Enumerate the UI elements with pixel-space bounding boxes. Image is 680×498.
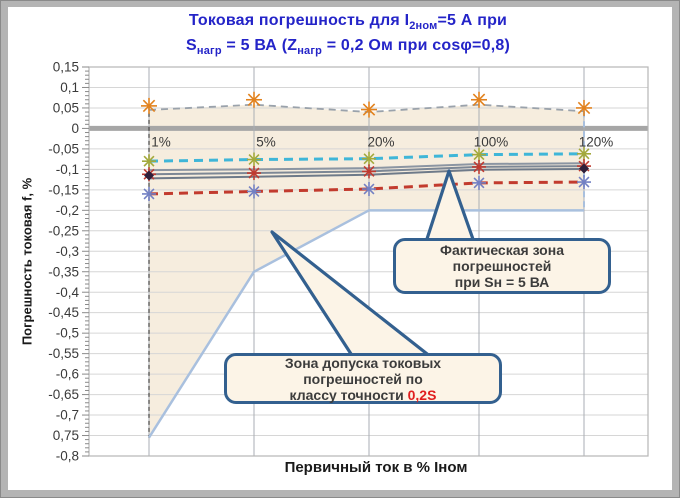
svg-text:5%: 5% <box>256 134 276 150</box>
x-axis-title: Первичный ток в % Iном <box>284 459 468 476</box>
text-part: при Sн = 5 ВА <box>454 274 550 290</box>
text-part: Зона допуска токовых <box>284 354 442 371</box>
chart-title-line2 <box>68 36 628 61</box>
text-part: =5 А при <box>437 12 508 29</box>
svg-text:-0,25: -0,25 <box>48 223 79 239</box>
svg-text:-0,6: -0,6 <box>55 366 79 382</box>
text-part: погрешностей <box>452 258 552 274</box>
svg-text:-0,8: -0,8 <box>55 448 79 464</box>
svg-text:100%: 100% <box>473 134 509 150</box>
text-part: = 0,2 Ом при cosφ=0,8) <box>322 37 510 55</box>
svg-text:-0,1: -0,1 <box>55 161 79 177</box>
chart-title <box>68 11 628 61</box>
svg-text:-0,2: -0,2 <box>55 202 79 218</box>
svg-text:-0,15: -0,15 <box>48 182 79 198</box>
text-part: Токовая погрешность для I <box>188 12 410 29</box>
y-tick-labels <box>48 60 79 464</box>
subscript-text: нагр <box>196 45 222 58</box>
svg-text:0,15: 0,15 <box>52 59 79 75</box>
svg-text:20%: 20% <box>367 134 395 150</box>
callout-text-line <box>396 258 608 274</box>
svg-text:-0,55: -0,55 <box>48 346 79 362</box>
svg-text:-0,05: -0,05 <box>48 141 79 157</box>
callout-text-line <box>227 371 499 387</box>
svg-text:-0,45: -0,45 <box>48 305 79 321</box>
svg-text:-0,65: -0,65 <box>48 387 79 403</box>
callout-box-actual-zone <box>393 238 611 294</box>
callout-text-line <box>227 387 499 403</box>
callout-text-line <box>396 242 608 258</box>
chart-title-line1 <box>68 11 628 36</box>
callout-text-line <box>396 274 608 290</box>
svg-text:-0,35: -0,35 <box>48 264 79 280</box>
text-part: погрешностей по <box>303 370 423 387</box>
text-part: 0,2S <box>407 386 437 403</box>
svg-text:0,05: 0,05 <box>52 100 79 116</box>
text-part: Фактическая зона <box>440 242 564 258</box>
svg-text:-0,7: -0,7 <box>55 407 79 423</box>
text-part: классу точности <box>289 386 408 403</box>
svg-text:0: 0 <box>71 120 79 136</box>
svg-text:0,75: 0,75 <box>52 428 79 444</box>
chart-canvas <box>8 7 672 490</box>
y-axis-title: Погрешность токовая f, % <box>19 177 35 346</box>
svg-text:-0,3: -0,3 <box>55 243 79 259</box>
subscript-text: 2ном <box>409 20 438 33</box>
svg-text:-0,4: -0,4 <box>55 284 79 300</box>
callout-box-tolerance-zone <box>224 353 502 404</box>
svg-text:120%: 120% <box>578 134 614 150</box>
svg-text:-0,5: -0,5 <box>55 325 79 341</box>
text-part: S <box>186 37 197 55</box>
svg-text:0,1: 0,1 <box>60 80 79 96</box>
callout-text-line <box>227 355 499 371</box>
svg-text:1%: 1% <box>151 134 171 150</box>
y-axis-ticks <box>82 67 89 456</box>
subscript-text: нагр <box>297 45 323 58</box>
text-part: = 5 ВА (Z <box>221 37 298 55</box>
